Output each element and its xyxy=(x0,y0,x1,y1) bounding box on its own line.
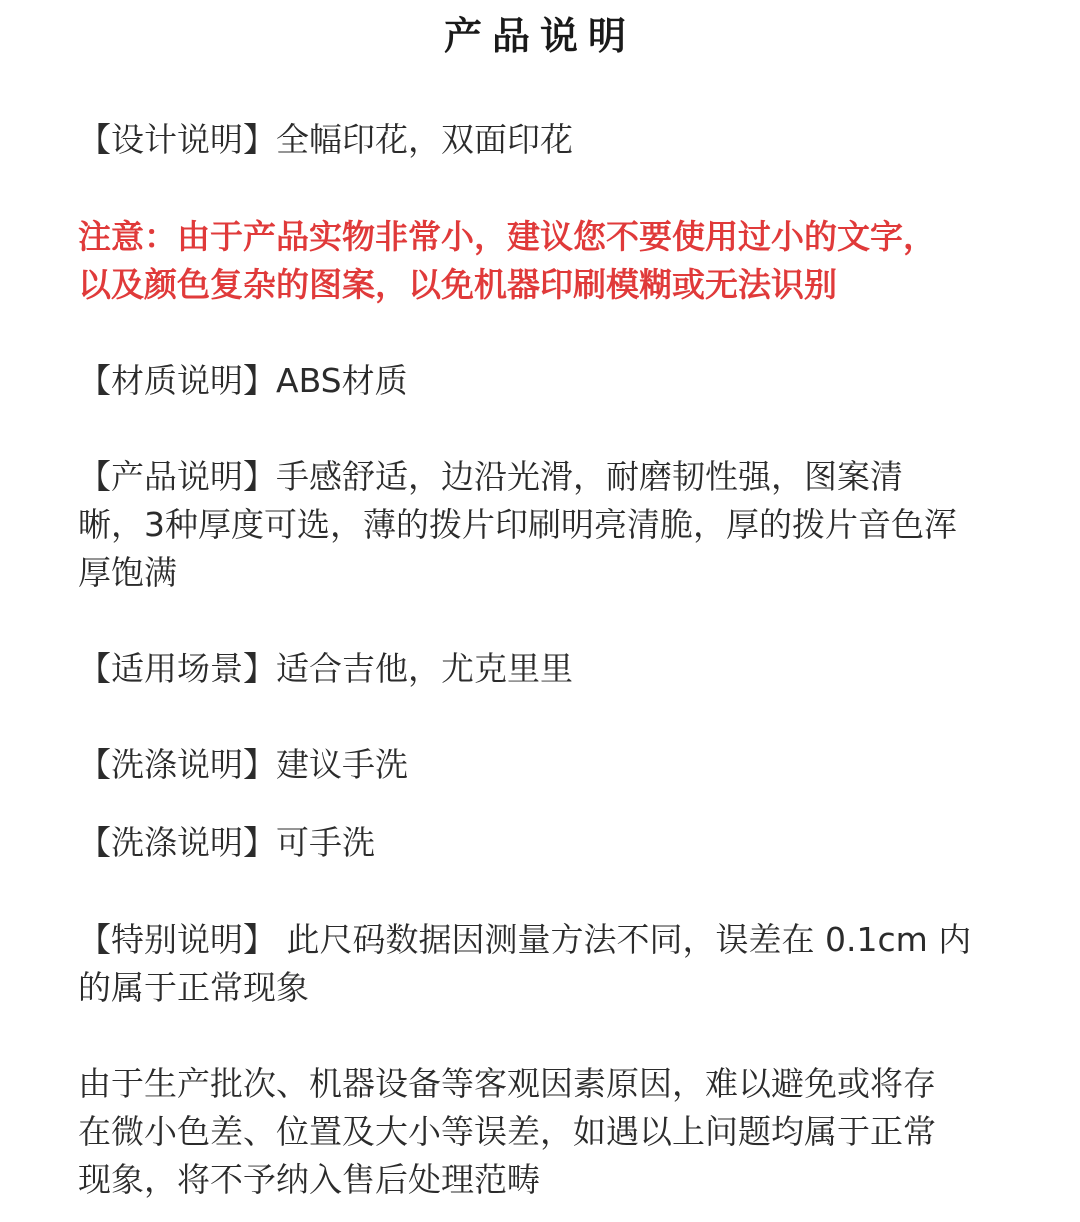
design-section xyxy=(78,116,1008,164)
special-line-2: 的属于正常现象 xyxy=(78,968,309,1007)
special-label: 【特别说明】 xyxy=(78,920,276,959)
notice-section xyxy=(78,213,1008,309)
product-line-2: 晰，3种厚度可选，薄的拨片印刷明亮清脆，厚的拨片音色浑 xyxy=(78,505,957,544)
product-section xyxy=(78,453,1008,597)
notice-line-1: 注意：由于产品实物非常小，建议您不要使用过小的文字， xyxy=(78,217,936,256)
disclaimer-line-1: 由于生产批次、机器设备等客观因素原因，难以避免或将存 xyxy=(78,1064,936,1103)
special-line-1: 此尺码数据因测量方法不同，误差在 0.1cm 内 xyxy=(276,920,972,959)
special-section xyxy=(78,916,1008,1012)
material-label: 【材质说明】 xyxy=(78,361,276,400)
material-section xyxy=(78,357,1008,405)
material-text: ABS材质 xyxy=(276,361,408,400)
product-label: 【产品说明】 xyxy=(78,457,276,496)
wash-text-2: 可手洗 xyxy=(276,823,375,862)
product-line-1: 手感舒适，边沿光滑，耐磨韧性强，图案清 xyxy=(276,457,903,496)
wash-text-1: 建议手洗 xyxy=(276,745,408,784)
disclaimer-section xyxy=(78,1060,1008,1204)
disclaimer-line-3: 现象，将不予纳入售后处理范畴 xyxy=(78,1160,540,1199)
product-line-3: 厚饱满 xyxy=(78,553,177,592)
design-label: 【设计说明】 xyxy=(78,120,276,159)
scene-label: 【适用场景】 xyxy=(78,649,276,688)
notice-line-2: 以及颜色复杂的图案，以免机器印刷模糊或无法识别 xyxy=(78,265,837,304)
scene-text: 适合吉他，尤克里里 xyxy=(276,649,573,688)
scene-section xyxy=(78,645,1008,693)
wash-label-1: 【洗涤说明】 xyxy=(78,745,276,784)
design-text: 全幅印花，双面印花 xyxy=(276,120,573,159)
wash-label-2: 【洗涤说明】 xyxy=(78,823,276,862)
disclaimer-line-2: 在微小色差、位置及大小等误差，如遇以上问题均属于正常 xyxy=(78,1112,936,1151)
wash-section-1 xyxy=(78,741,1008,789)
page-title: 产品说明 xyxy=(443,14,636,58)
wash-section-2 xyxy=(78,819,1008,867)
